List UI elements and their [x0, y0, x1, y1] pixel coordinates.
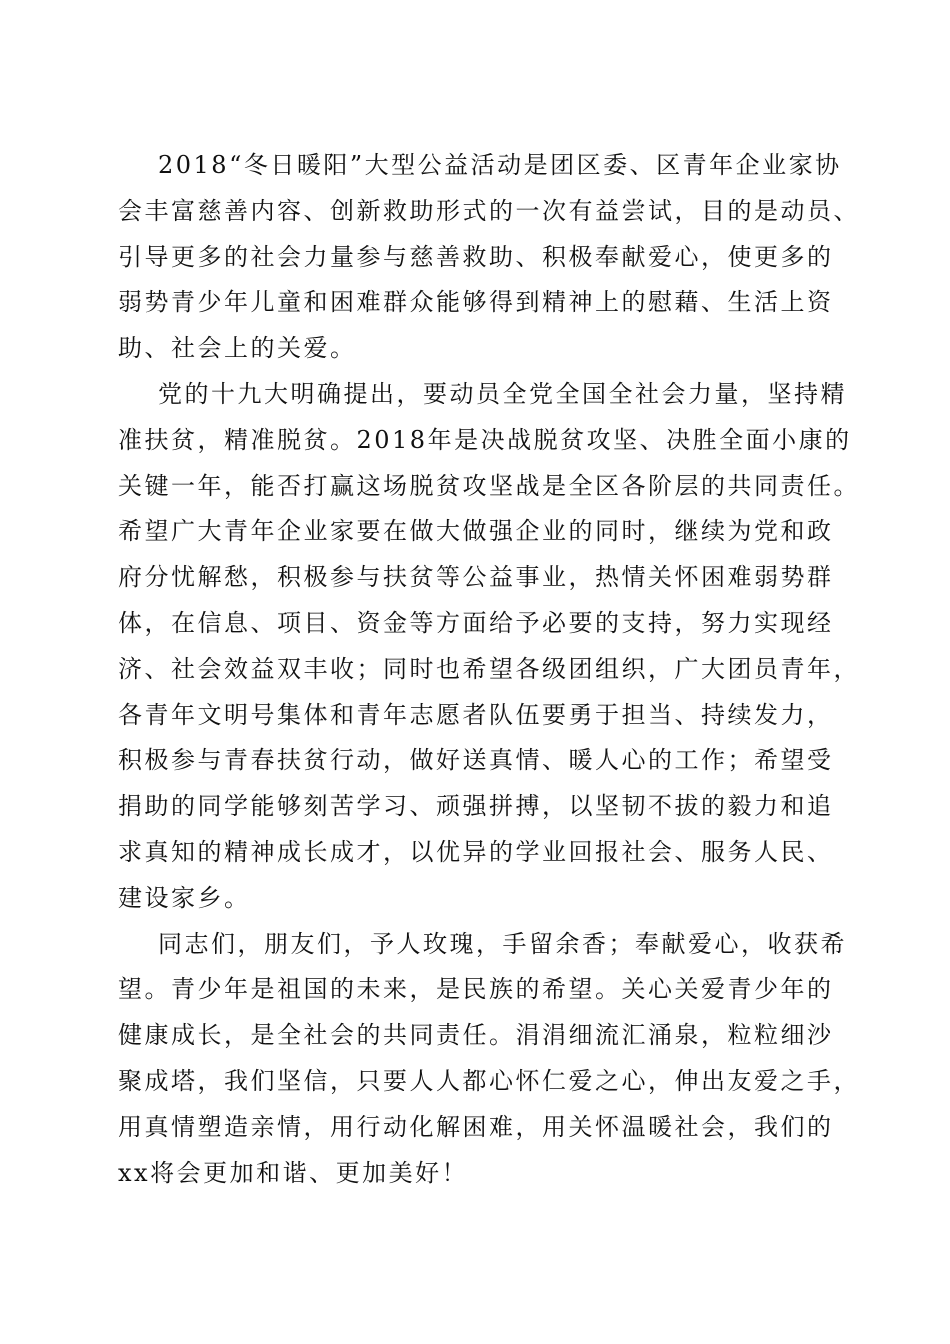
text-line: 2018“冬日暖阳”大型公益活动是团区委、区青年企业家协	[158, 151, 842, 179]
text-line: 各青年文明号集体和青年志愿者队伍要勇于担当、持续发力，	[118, 700, 834, 729]
text-line: 党的十九大明确提出，要动员全党全国全社会力量，坚持精	[158, 379, 847, 408]
paragraph-3	[118, 922, 860, 1197]
text-line: 捐助的同学能够刻苦学习、顽强拼搏，以坚韧不拔的毅力和追	[118, 792, 834, 821]
text-line: 希望广大青年企业家要在做大做强企业的同时，继续为党和政	[118, 517, 834, 546]
text-line: 健康成长，是全社会的共同责任。涓涓细流汇涌泉，粒粒细沙	[118, 1021, 834, 1050]
text-line: 聚成塔，我们坚信，只要人人都心怀仁爱之心，伸出友爱之手，	[118, 1066, 860, 1095]
text-line: xx将会更加和谐、更加美好！	[118, 1158, 469, 1187]
text-line: 济、社会效益双丰收；同时也希望各级团组织，广大团员青年，	[118, 654, 860, 683]
text-line: 建设家乡。	[118, 883, 251, 912]
document-body	[118, 143, 860, 1196]
text-line: 弱势青少年儿童和困难群众能够得到精神上的慰藉、生活上资	[118, 288, 834, 317]
text-line: 望。青少年是祖国的未来，是民族的希望。关心关爱青少年的	[118, 975, 834, 1004]
text-line: 准扶贫，精准脱贫。2018年是决战脱贫攻坚、决胜全面小康的	[118, 425, 852, 454]
text-line: 求真知的精神成长成才，以优异的学业回报社会、服务人民、	[118, 837, 834, 866]
text-line: 积极参与青春扶贫行动，做好送真情、暖人心的工作；希望受	[118, 746, 834, 775]
text-line: 体，在信息、项目、资金等方面给予必要的支持，努力实现经	[118, 608, 834, 637]
paragraph-2	[118, 372, 860, 922]
text-line: 关键一年，能否打赢这场脱贫攻坚战是全区各阶层的共同责任。	[118, 471, 860, 500]
text-line: 会丰富慈善内容、创新救助形式的一次有益尝试，目的是动员、	[118, 196, 860, 225]
text-line: 同志们，朋友们，予人玫瑰，手留余香；奉献爱心，收获希	[158, 929, 847, 958]
text-line: 用真情塑造亲情，用行动化解困难，用关怀温暖社会，我们的	[118, 1112, 834, 1141]
text-line: 引导更多的社会力量参与慈善救助、积极奉献爱心，使更多的	[118, 242, 834, 271]
text-line: 府分忧解愁，积极参与扶贫等公益事业，热情关怀困难弱势群	[118, 563, 834, 592]
text-line: 助、社会上的关爱。	[118, 334, 357, 363]
paragraph-1	[118, 143, 860, 372]
